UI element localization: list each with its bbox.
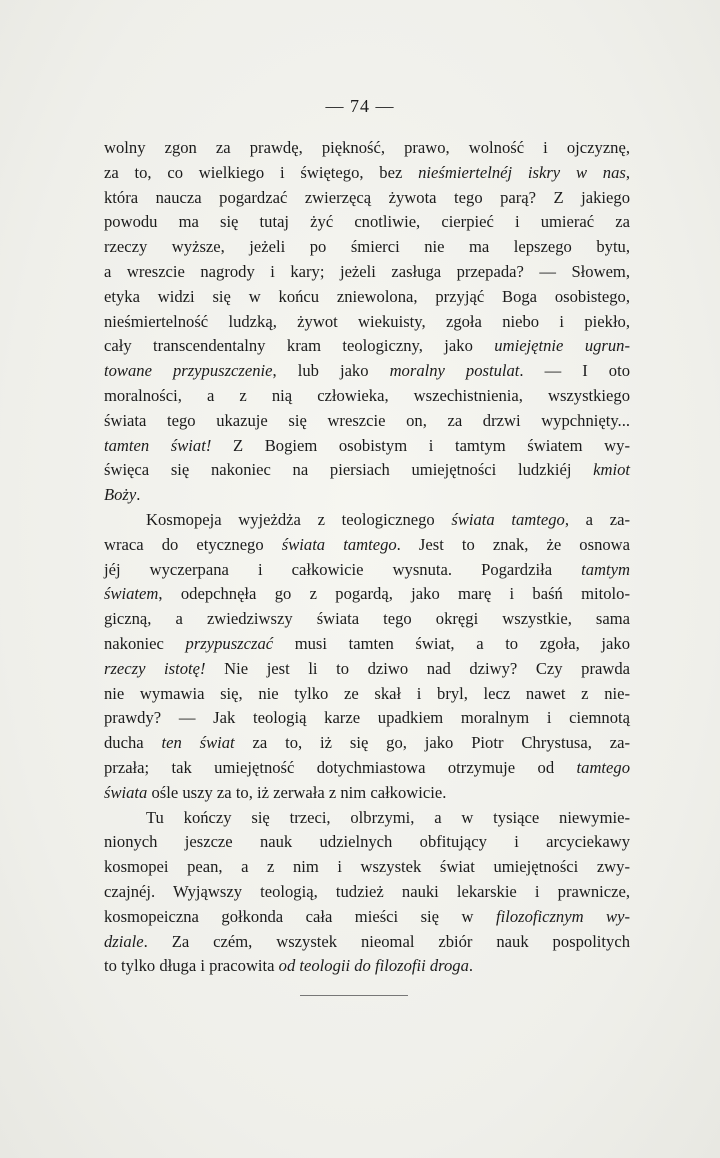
text-segment: .: [468, 956, 474, 976]
text-line: [104, 632, 630, 657]
italic-text: przypuszczać: [185, 633, 274, 653]
text-line: [104, 161, 630, 186]
text-segment: etyka widzi się w końcu zniewolona, przyjąć Boga osobistego,: [104, 286, 630, 306]
text-segment: , a za-: [564, 509, 630, 529]
text-line: [104, 558, 630, 583]
text-line: [104, 458, 630, 483]
text-line: [104, 582, 630, 607]
text-line: [104, 285, 630, 310]
text-segment: Tu kończy się trzeci, olbrzymi, a w tysiące niewymie-: [146, 807, 630, 827]
text-line: [104, 880, 630, 905]
text-line: [104, 359, 630, 384]
body-text: [104, 136, 630, 979]
text-segment: jéj wyczerpana i całkowicie wysnuta. Pogardziła: [104, 559, 582, 579]
text-line: [104, 310, 630, 335]
text-segment: giczną, a zwiedziwszy świata tego okręgi wszystkie, sama: [104, 609, 630, 629]
text-segment: za to, iż się go, jako Piotr Chrystusa, za-: [234, 733, 630, 753]
text-segment: to tylko długa i pracowita: [104, 956, 279, 976]
text-segment: .: [136, 485, 141, 505]
text-line: [104, 830, 630, 855]
text-segment: nieśmiertelność ludzką, żywot wiekuisty, zgoła niebo i piekło,: [104, 311, 630, 331]
text-line: [104, 756, 630, 781]
italic-text: nieśmiertelnéj iskry w nas: [418, 162, 626, 182]
text-segment: . Jest to znak, że osnowa: [396, 534, 631, 554]
italic-text: dziale: [104, 931, 144, 951]
text-line: [104, 434, 630, 459]
text-segment: czajnéj. Wyjąwszy teologią, tudzież nauki lekarskie i prawnicze,: [104, 881, 630, 901]
text-line: [104, 706, 630, 731]
italic-text: moralny postulat: [389, 361, 520, 381]
text-line: [104, 731, 630, 756]
italic-text: od teologii do filozofii droga: [278, 956, 469, 976]
page-number-text: — 74 —: [325, 96, 395, 116]
italic-text: światem: [104, 584, 159, 604]
text-segment: wraca do etycznego: [104, 534, 282, 554]
text-segment: , lub jako: [272, 361, 390, 381]
text-line: [104, 954, 630, 979]
italic-text: kmiot: [593, 460, 630, 480]
text-segment: Kosmopeja wyjeżdża z teologicznego: [146, 509, 452, 529]
italic-text: tamtym: [581, 559, 630, 579]
italic-text: tamten świat!: [104, 435, 212, 455]
text-line: [104, 533, 630, 558]
text-line: [104, 806, 630, 831]
text-line: [104, 483, 630, 508]
text-segment: moralności, a z nią człowieka, wszechistnienia, wszystkiego: [104, 385, 630, 405]
text-segment: kosmopeiczna gołkonda cała mieści się w: [104, 906, 496, 926]
text-segment: cały transcendentalny kram teologiczny, jako: [104, 336, 495, 356]
text-segment: , odepchnęła go z pogardą, jako marę i baśń mitolo-: [158, 584, 630, 604]
italic-text: filozoficznym wy-: [495, 906, 630, 926]
text-segment: prawdy? — Jak teologią karze upadkiem moralnym i ciemnotą: [104, 708, 630, 728]
text-segment: ośle uszy za to, iż zerwała z nim całkowicie.: [147, 782, 447, 802]
text-segment: przała; tak umiejętność dotychmiastowa otrzymuje od: [104, 757, 577, 777]
text-line: [104, 607, 630, 632]
text-segment: . — I oto: [519, 361, 630, 381]
text-line: [104, 781, 630, 806]
page-number: [0, 96, 720, 117]
text-segment: za to, co wielkiego i świętego, bez: [104, 162, 419, 182]
closing-rule: [300, 995, 408, 996]
text-segment: ,: [625, 162, 630, 182]
text-line: [104, 384, 630, 409]
text-segment: a wreszcie nagrody i kary; jeżeli zasługa przepada? — Słowem,: [104, 261, 630, 281]
text-line: [104, 235, 630, 260]
text-segment: wolny zgon za prawdę, piękność, prawo, wolność i ojczyznę,: [104, 138, 630, 157]
text-line: [104, 409, 630, 434]
italic-text: rzeczy istotę!: [104, 658, 206, 678]
italic-text: świata tamtego: [451, 509, 565, 529]
text-segment: nionych jeszcze nauk udzielnych obfitujący i arcyciekawy: [104, 832, 630, 852]
italic-text: towane przypuszczenie: [104, 361, 273, 381]
italic-text: świata tamtego: [281, 534, 397, 554]
text-segment: nie wymawia się, nie tylko ze skał i bryl, lecz nawet z nie-: [104, 683, 630, 703]
text-segment: kosmopei pean, a z nim i wszystek świat umiejętności zwy-: [104, 857, 630, 877]
text-line: [104, 657, 630, 682]
italic-text: umiejętnie ugrun-: [494, 336, 630, 356]
italic-text: tamtego: [576, 757, 630, 777]
text-line: [104, 260, 630, 285]
text-segment: nakoniec: [104, 633, 186, 653]
text-line: [104, 334, 630, 359]
text-segment: ducha: [104, 733, 162, 753]
text-line: [104, 508, 630, 533]
text-segment: rzeczy wyższe, jeżeli po śmierci nie ma lepszego bytu,: [104, 237, 630, 257]
text-segment: powodu ma się tutaj żyć cnotliwie, cierpieć i umierać za: [104, 212, 630, 232]
text-segment: która naucza pogardzać zwierzęcą żywota tego parą? Z jakiego: [104, 187, 630, 207]
text-line: [104, 136, 630, 161]
text-segment: Z Bogiem osobistym i tamtym światem wy-: [211, 435, 630, 455]
text-line: [104, 930, 630, 955]
italic-text: ten świat: [161, 733, 235, 753]
text-segment: Nie jest li to dziwo nad dziwy? Czy prawda: [205, 658, 630, 678]
text-segment: świata tego ukazuje się wreszcie on, za drzwi wypchnięty...: [104, 410, 630, 430]
text-line: [104, 855, 630, 880]
text-segment: musi tamten świat, a to zgoła, jako: [273, 633, 630, 653]
text-line: [104, 682, 630, 707]
text-segment: . Za czém, wszystek nieomal zbiór nauk pospolitych: [143, 931, 630, 951]
text-line: [104, 186, 630, 211]
italic-text: świata: [104, 782, 148, 802]
text-line: [104, 210, 630, 235]
italic-text: Boży: [104, 485, 137, 505]
text-line: [104, 905, 630, 930]
text-segment: święca się nakoniec na piersiach umiejętności ludzkiéj: [104, 460, 594, 480]
